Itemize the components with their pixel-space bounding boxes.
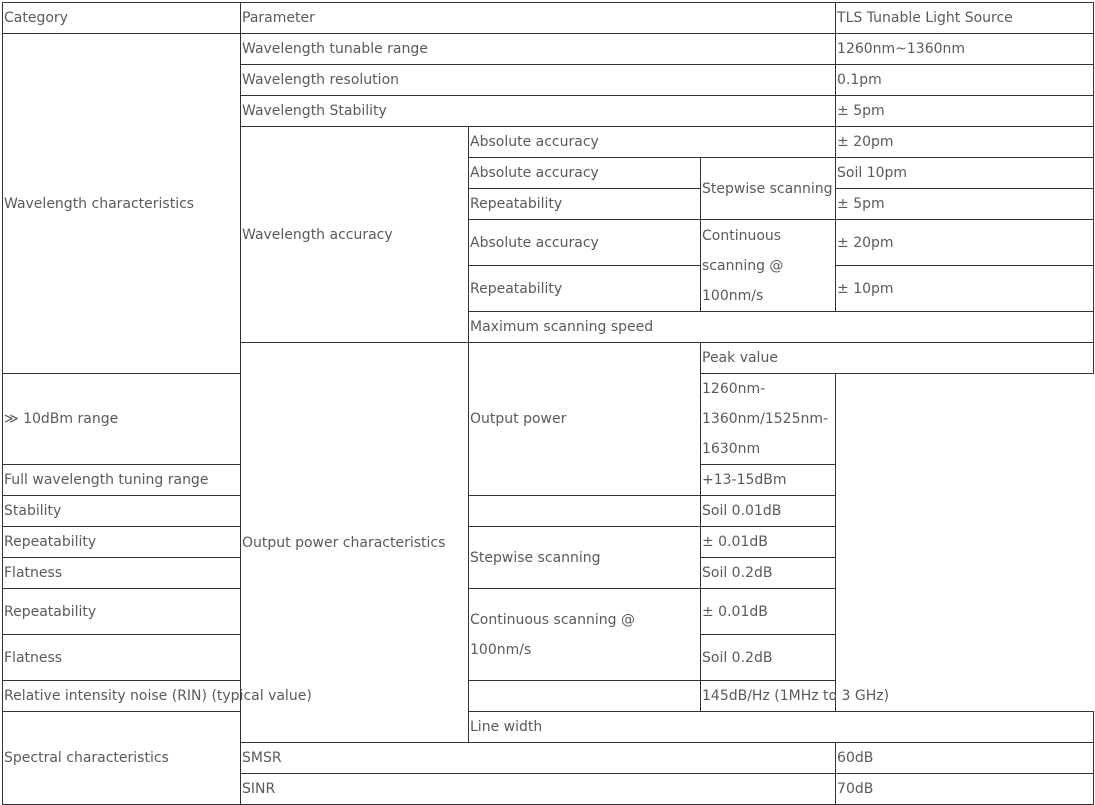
category-output-power: Output power characteristics <box>241 343 469 743</box>
param-value: ± 20pm <box>836 220 1094 266</box>
table-row <box>3 712 1094 743</box>
sub-param-label: Full wavelength tuning range <box>3 465 469 496</box>
param-value: 145dB/Hz (1MHz to 3 GHz) <box>701 681 836 712</box>
param-value: ± 5pm <box>836 96 1094 127</box>
table-row <box>3 34 1094 65</box>
param-label: Wavelength resolution <box>241 65 836 96</box>
param-value: Soil 0.2dB <box>701 558 836 589</box>
table-row <box>3 589 1094 635</box>
sub-param-label: Absolute accuracy <box>469 158 701 189</box>
table-row <box>3 527 1094 558</box>
param-value: ± 0.01dB <box>701 589 836 635</box>
category-spectral: Spectral characteristics <box>3 712 241 805</box>
scan-mode: Stepwise scanning <box>701 158 836 220</box>
table-row <box>3 681 1094 712</box>
param-value: 1260nm~1360nm <box>836 34 1094 65</box>
param-label: Repeatability <box>3 527 469 558</box>
header-category: Category <box>3 3 241 34</box>
sub-param-label: Absolute accuracy <box>469 127 836 158</box>
param-value: ± 5pm <box>836 189 1094 220</box>
scan-mode: Stepwise scanning <box>469 527 701 589</box>
table-row <box>3 496 1094 527</box>
param-value: 0.1pm <box>836 65 1094 96</box>
header-value: TLS Tunable Light Source <box>836 3 1094 34</box>
param-label: Stability <box>3 496 701 527</box>
scan-mode: Continuous scanning @ 100nm/s <box>701 220 836 312</box>
scan-mode: Continuous scanning @ 100nm/s <box>469 589 701 681</box>
param-value: ± 20pm <box>836 127 1094 158</box>
header-parameter: Parameter <box>241 3 836 34</box>
param-value: Soil 10pm <box>836 158 1094 189</box>
param-label: Wavelength Stability <box>241 96 836 127</box>
param-value: 60dB <box>836 743 1094 774</box>
param-value: ± 10pm <box>836 266 1094 312</box>
param-label: SINR <box>241 774 836 805</box>
param-value: ± 0.01dB <box>701 527 836 558</box>
param-value: Soil 0.01dB <box>701 496 836 527</box>
sub-param-label: ≫ 10dBm range <box>3 374 469 465</box>
param-label: Flatness <box>3 558 469 589</box>
param-label: Line width <box>469 712 1094 743</box>
sub-param-label: Repeatability <box>469 266 701 312</box>
param-value: 1260nm-1360nm/1525nm-1630nm <box>701 374 836 465</box>
sub-param-label: Absolute accuracy <box>469 220 701 266</box>
param-group-label: Output power <box>469 343 701 496</box>
param-label: Maximum scanning speed <box>469 312 1094 343</box>
param-label: Wavelength tunable range <box>241 34 836 65</box>
table-header-row <box>3 3 1094 34</box>
param-label: Relative intensity noise (RIN) (typical value) <box>3 681 701 712</box>
param-value: +13-15dBm <box>701 465 836 496</box>
param-label: Flatness <box>3 635 469 681</box>
spec-table <box>2 2 1094 805</box>
param-label: Repeatability <box>3 589 469 635</box>
sub-param-label: Peak value <box>701 343 1094 374</box>
param-label: SMSR <box>241 743 836 774</box>
category-wavelength: Wavelength characteristics <box>3 34 241 374</box>
param-value: Soil 0.2dB <box>701 635 836 681</box>
sub-param-label: Repeatability <box>469 189 701 220</box>
param-group-label: Wavelength accuracy <box>241 127 469 343</box>
param-value: 70dB <box>836 774 1094 805</box>
